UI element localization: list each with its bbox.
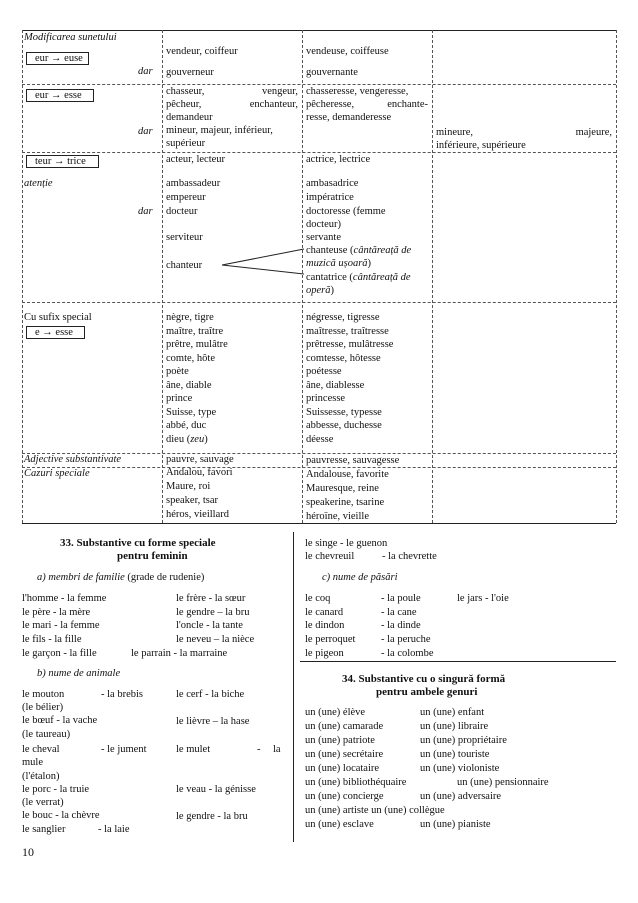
fem-cell: pauvresse, sauvagesse bbox=[306, 455, 400, 466]
common-gender-item: un (une) élève bbox=[305, 707, 366, 718]
section-label: Adjective substantivate bbox=[24, 454, 122, 465]
animal-item: le lièvre – la hase bbox=[176, 716, 250, 727]
common-gender-item: un (une) artiste un (une) collègue bbox=[305, 805, 445, 816]
bird-item: - la dinde bbox=[381, 620, 421, 632]
section-title: 34. Substantive cu o singură formă bbox=[342, 673, 506, 685]
family-item: le mari - la femme bbox=[22, 620, 100, 632]
bird-item: le perroquet bbox=[305, 634, 356, 646]
section-label: Modificarea sunetului bbox=[24, 32, 117, 43]
masc-cell: ) bbox=[204, 433, 208, 445]
rule-box: eur → euse bbox=[26, 52, 89, 65]
animal-item: le mulet bbox=[176, 744, 211, 755]
masc-cell: nègre, tigre bbox=[166, 312, 214, 323]
fem-cell: actrice, lectrice bbox=[306, 154, 371, 165]
fem-cell: poétesse bbox=[306, 366, 342, 377]
fem-cell: impératrice bbox=[306, 192, 354, 203]
masc-cell: maître, traître bbox=[166, 325, 224, 337]
section-label: Cazuri speciale bbox=[24, 468, 90, 479]
fem-cell: pêcheresse, bbox=[306, 99, 355, 110]
fem-cell: âne, diablesse bbox=[306, 379, 365, 391]
subsection-heading: a) membri de familie bbox=[37, 572, 125, 583]
animal-item: le mouton bbox=[22, 689, 65, 700]
masc-cell: supérieur bbox=[166, 138, 206, 149]
common-gender-item: un (une) enfant bbox=[420, 707, 485, 718]
masc-cell: demandeur bbox=[166, 112, 213, 123]
family-item: le frère - la sœur bbox=[176, 593, 246, 604]
bird-item: le dindon bbox=[305, 620, 345, 632]
dar-label: dar bbox=[138, 66, 153, 77]
masc-cell: speaker, tsar bbox=[166, 495, 219, 506]
common-gender-item: un (une) camarade bbox=[305, 721, 384, 732]
animal-item: (le bélier) bbox=[22, 702, 64, 713]
fem-cell: vendeuse, coiffeuse bbox=[306, 46, 389, 57]
masc-cell: héros, vieillard bbox=[166, 509, 229, 520]
section-title: pentru feminin bbox=[117, 550, 188, 562]
masc-cell: dieu ( bbox=[166, 433, 191, 445]
fem-note: cântăreață de bbox=[352, 272, 411, 283]
masc-cell: Suisse, type bbox=[166, 406, 217, 418]
family-item: le neveu – la nièce bbox=[176, 634, 255, 646]
animal-item: - la chevrette bbox=[382, 551, 437, 562]
page-number: 10 bbox=[22, 845, 34, 859]
fem-cell: déesse bbox=[306, 433, 334, 445]
fem-cell: princesse bbox=[306, 393, 346, 404]
bird-item: le jars - l'oie bbox=[457, 593, 509, 604]
atentie-label: atenție bbox=[24, 178, 53, 189]
fem-cell: cantatrice ( bbox=[306, 272, 353, 283]
subsection-heading: b) nume de animale bbox=[37, 668, 121, 679]
fem-cell: héroïne, vieille bbox=[306, 511, 369, 522]
masc-cell: enchanteur, bbox=[249, 99, 298, 110]
masc-cell: chasseur, bbox=[166, 86, 205, 97]
animal-item: la bbox=[273, 744, 281, 755]
fem-cell: comtesse, hôtesse bbox=[306, 352, 381, 364]
common-gender-item: un (une) libraire bbox=[420, 721, 489, 732]
divider bbox=[300, 661, 616, 662]
masc-cell: prince bbox=[166, 393, 193, 404]
fem-cell: négresse, tigresse bbox=[306, 312, 380, 323]
animal-item: - la laie bbox=[98, 824, 130, 835]
rule-box: e → esse bbox=[26, 326, 85, 339]
bracket-lines bbox=[220, 246, 310, 276]
family-item: le père - la mère bbox=[22, 606, 91, 618]
family-item: l'homme - la femme bbox=[22, 593, 107, 604]
family-item: le garçon - la fille bbox=[22, 647, 97, 659]
fem-cell: Mauresque, reine bbox=[306, 483, 379, 494]
extra-cell: majeure, bbox=[575, 127, 612, 138]
bird-item: le canard bbox=[305, 606, 344, 618]
animal-item: (le taureau) bbox=[22, 729, 71, 740]
masc-cell: âne, diable bbox=[166, 379, 212, 391]
fem-cell: speakerine, tsarine bbox=[306, 497, 385, 508]
common-gender-item: un (une) esclave bbox=[305, 819, 374, 830]
animal-item: le porc - la truie bbox=[22, 784, 90, 795]
masc-cell: ambassadeur bbox=[166, 178, 221, 189]
fem-note: muzică ușoară bbox=[306, 258, 368, 269]
masc-cell bbox=[166, 433, 208, 446]
extra-cell: inférieure, supérieure bbox=[436, 140, 526, 151]
masc-cell: serviteur bbox=[166, 232, 203, 243]
animal-item: (le verrat) bbox=[22, 797, 64, 808]
section-title: pentru ambele genuri bbox=[376, 686, 478, 698]
animal-item: le sanglier bbox=[22, 824, 66, 835]
animal-item: le gendre - la bru bbox=[176, 811, 248, 822]
masc-cell: docteur bbox=[166, 206, 198, 217]
fem-cell: ambasadrice bbox=[306, 178, 359, 189]
subsection-heading: c) nume de păsări bbox=[322, 572, 398, 583]
masc-cell: mineur, majeur, inférieur, bbox=[166, 125, 273, 136]
common-gender-item: un (une) touriste bbox=[420, 749, 490, 760]
extra-cell: mineure, bbox=[436, 127, 474, 138]
common-gender-item: un (une) concierge bbox=[305, 791, 384, 802]
common-gender-item: un (une) locataire bbox=[305, 763, 380, 774]
dar-label: dar bbox=[138, 126, 153, 137]
bird-item: - la poule bbox=[381, 593, 421, 604]
masc-cell: empereur bbox=[166, 192, 206, 203]
family-item: le gendre – la bru bbox=[176, 606, 250, 618]
family-item: le fils - la fille bbox=[22, 634, 82, 646]
fem-note: cântăreață de bbox=[353, 245, 412, 256]
animal-item: le veau - la génisse bbox=[176, 784, 256, 795]
common-gender-item: un (une) violoniste bbox=[420, 763, 500, 774]
dar-label: dar bbox=[138, 206, 153, 217]
animal-item: - bbox=[257, 744, 261, 755]
animal-item: le cerf - la biche bbox=[176, 689, 245, 700]
common-gender-item: un (une) patriote bbox=[305, 735, 375, 746]
column-divider bbox=[293, 532, 294, 842]
animal-item: - le jument bbox=[101, 744, 147, 755]
fem-cell: gouvernante bbox=[306, 67, 358, 78]
common-gender-item: un (une) adversaire bbox=[420, 791, 502, 802]
common-gender-item: un (une) propriétaire bbox=[420, 735, 507, 746]
fem-cell: Andalouse, favorite bbox=[306, 469, 389, 480]
family-item: l'oncle - la tante bbox=[176, 620, 243, 632]
masc-cell: Andalou, favori bbox=[166, 467, 233, 478]
fem-cell: chanteuse ( bbox=[306, 245, 354, 256]
masc-cell: pêcheur, bbox=[166, 99, 202, 110]
animal-item: - la brebis bbox=[101, 689, 143, 700]
fem-cell: chasseresse, vengeresse, bbox=[306, 86, 409, 97]
fem-cell: docteur) bbox=[306, 219, 341, 230]
fem-cell: enchante- bbox=[387, 99, 428, 110]
animal-item: le bouc - la chèvre bbox=[22, 810, 100, 821]
animal-item: le chevreuil bbox=[305, 551, 355, 562]
fem-cell: maîtresse, traîtresse bbox=[306, 325, 389, 337]
masc-cell: chanteur bbox=[166, 260, 203, 271]
family-item: le parrain - la marraine bbox=[131, 647, 228, 659]
subsection-heading-note: (grade de rudenie) bbox=[124, 572, 205, 583]
masc-cell: poète bbox=[166, 366, 189, 377]
animal-item: le cheval bbox=[22, 744, 60, 755]
masc-cell: abbé, duc bbox=[166, 420, 207, 431]
fem-note: operă bbox=[306, 285, 331, 296]
rule-box: teur → trice bbox=[26, 155, 99, 168]
fem-cell: resse, demanderesse bbox=[306, 112, 392, 123]
bird-item: - la cane bbox=[381, 606, 417, 618]
masc-cell: pauvre, sauvage bbox=[166, 454, 234, 465]
bird-item: - la peruche bbox=[381, 634, 431, 646]
fem-cell: servante bbox=[306, 232, 341, 243]
masc-cell: acteur, lecteur bbox=[166, 154, 226, 165]
section-label: Cu sufix special bbox=[24, 312, 92, 323]
common-gender-item: un (une) secrétaire bbox=[305, 749, 384, 760]
fem-cell: prêtresse, mulâtresse bbox=[306, 339, 394, 350]
animal-item: (l'étalon) bbox=[22, 771, 60, 782]
masc-cell: vengeur, bbox=[261, 86, 298, 97]
fem-cell: ) bbox=[330, 285, 334, 296]
masc-note: zeu bbox=[190, 433, 205, 445]
common-gender-item: un (une) pianiste bbox=[420, 819, 491, 830]
fem-cell: ) bbox=[367, 258, 372, 269]
animal-item: le singe - le guenon bbox=[305, 538, 388, 549]
bird-item: - la colombe bbox=[381, 647, 434, 659]
section-title: 33. Substantive cu forme speciale bbox=[60, 537, 216, 549]
masc-cell: comte, hôte bbox=[166, 352, 215, 364]
animal-item: le bœuf - la vache bbox=[22, 715, 98, 726]
common-gender-item: un (une) bibliothéquaire bbox=[305, 777, 407, 788]
animal-item: mule bbox=[22, 757, 43, 768]
masc-cell: prêtre, mulâtre bbox=[166, 339, 228, 350]
bird-item: le pigeon bbox=[305, 647, 344, 659]
bird-item: le coq bbox=[305, 593, 331, 604]
masc-cell: gouverneur bbox=[166, 67, 214, 78]
rule-box: eur → esse bbox=[26, 89, 94, 102]
fem-cell: doctoresse (femme bbox=[306, 206, 386, 217]
fem-cell: abbesse, duchesse bbox=[306, 420, 382, 431]
common-gender-item: un (une) pensionnaire bbox=[457, 777, 549, 788]
masc-cell: vendeur, coiffeur bbox=[166, 46, 238, 57]
fem-cell: Suissesse, typesse bbox=[306, 406, 382, 418]
masc-cell: Maure, roi bbox=[166, 481, 211, 492]
